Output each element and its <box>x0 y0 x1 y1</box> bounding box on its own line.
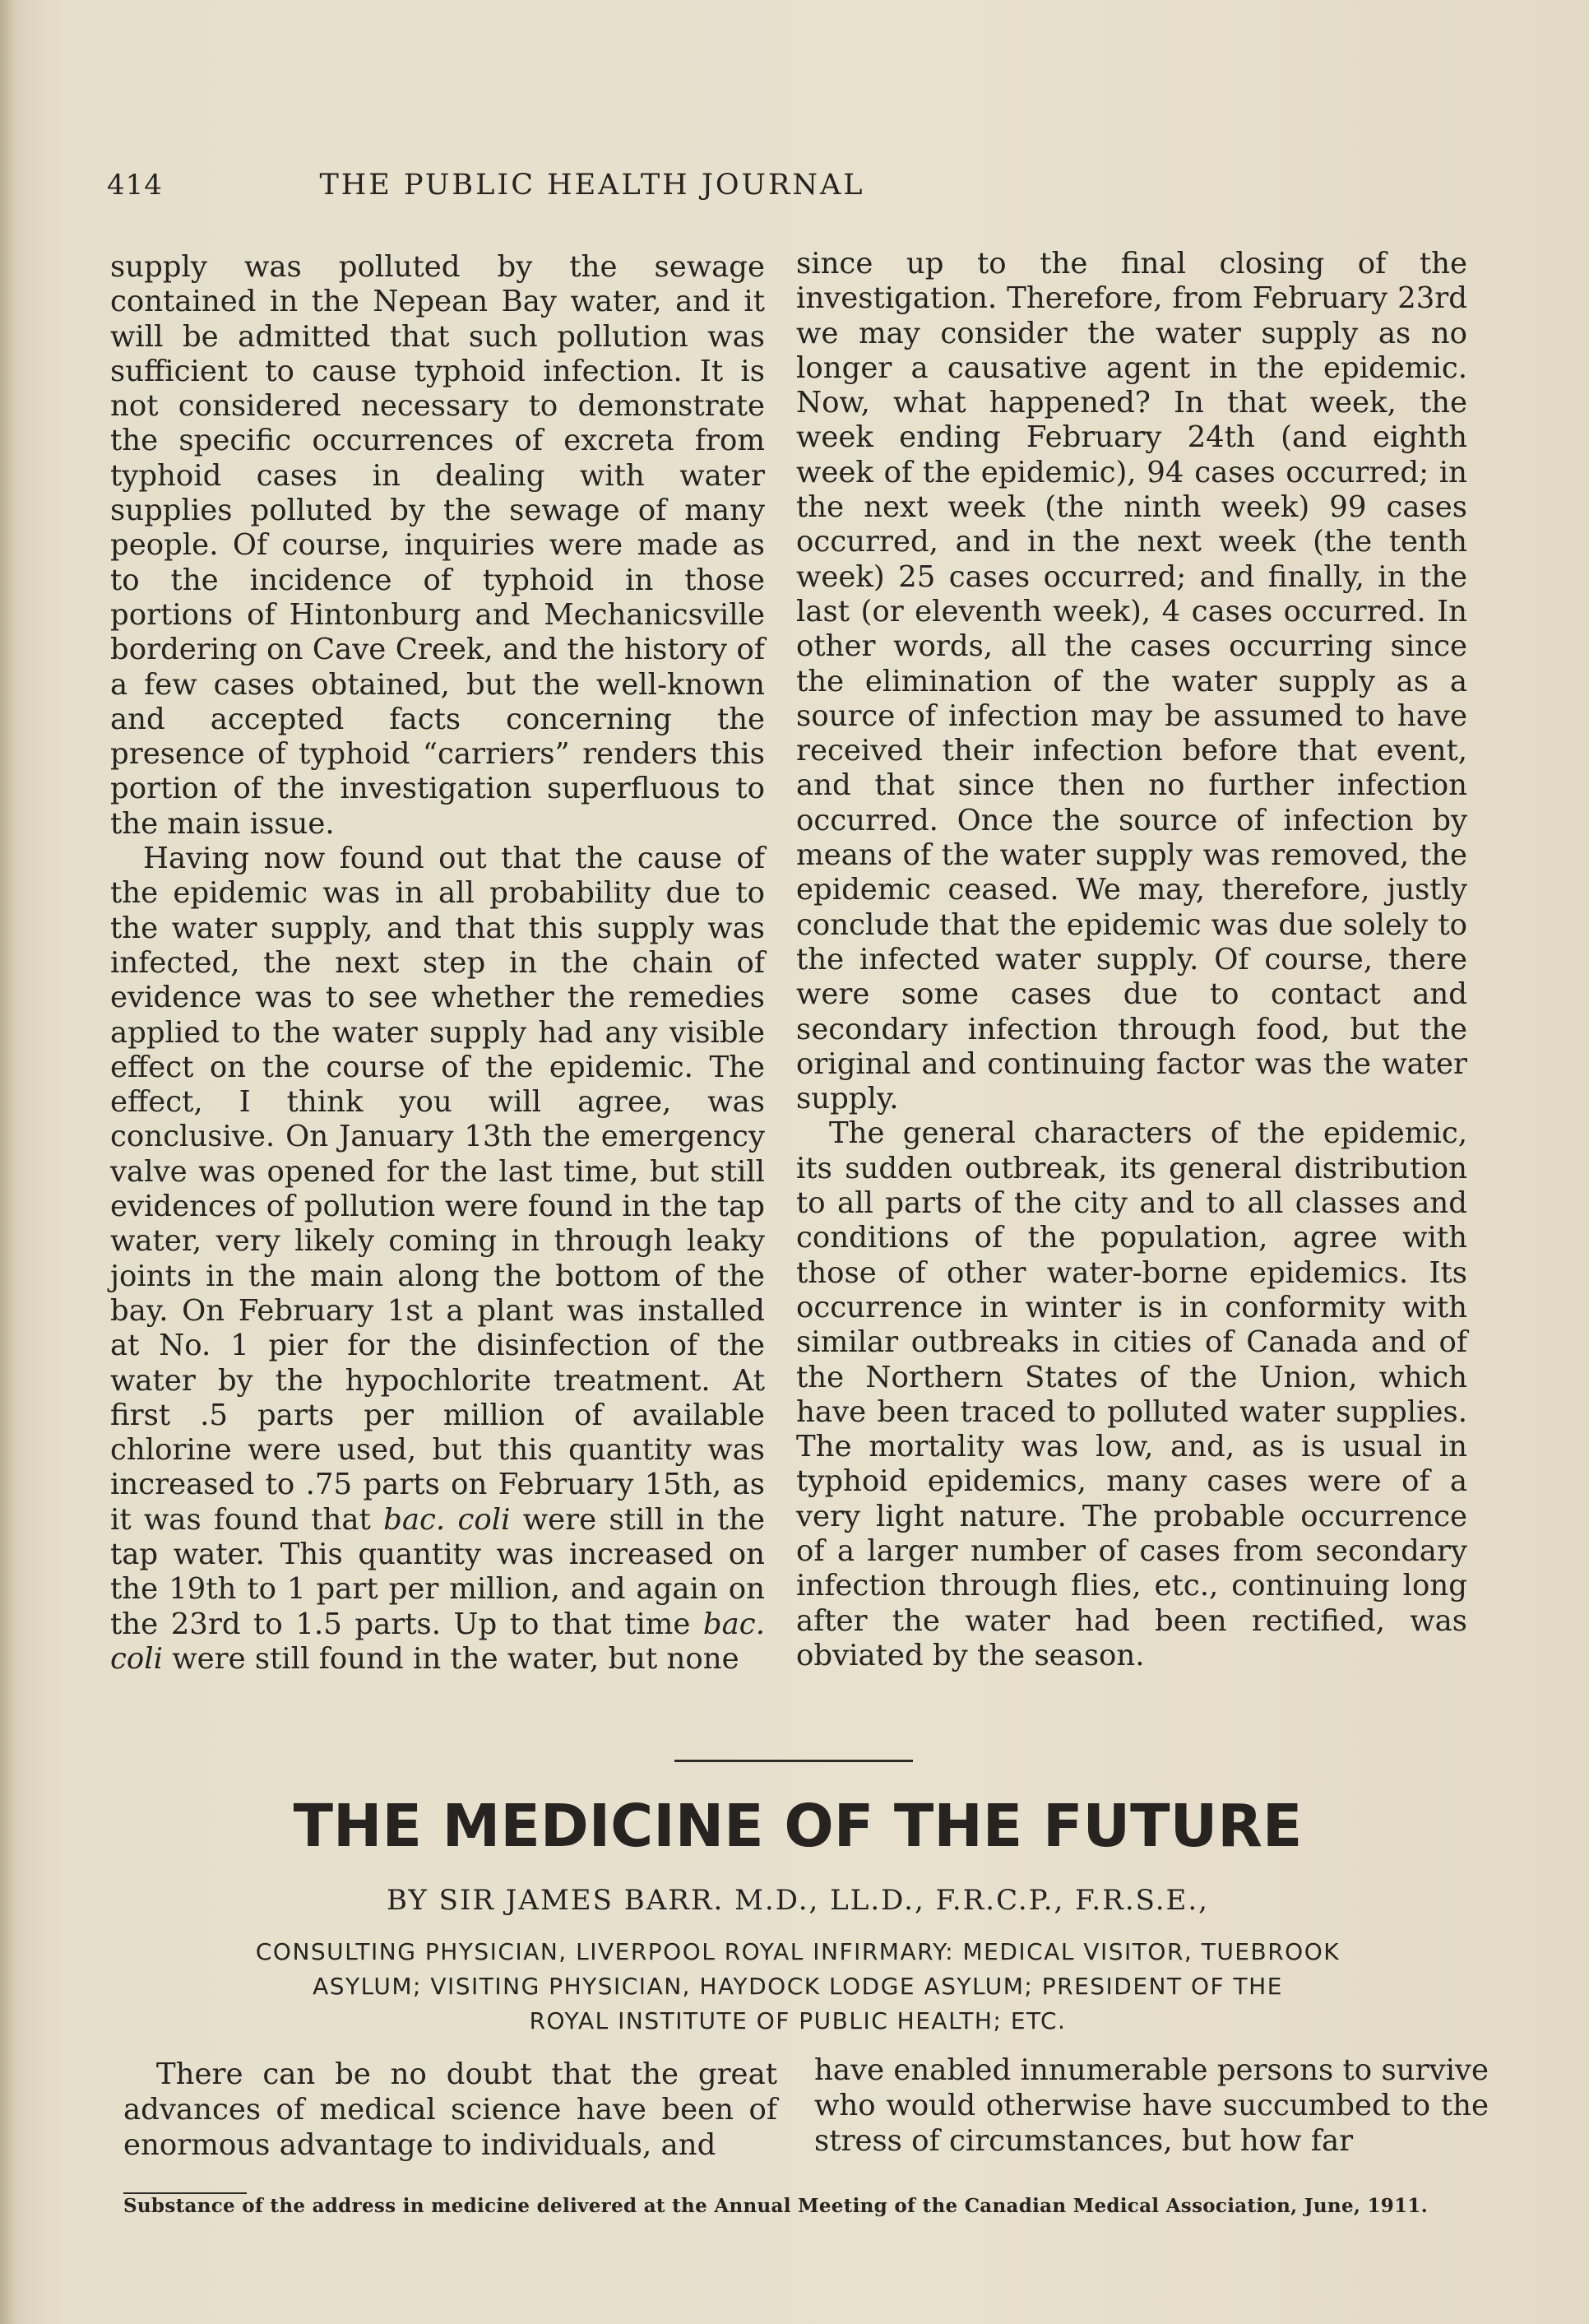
left-paragraph-2-text-b: were still in the tap water. This quantity was increased on the 19th to 1 part per million, and again on the 23rd to 1.5 parts. Up to that time <box>110 1502 765 1641</box>
right-paragraph-1: since up to the final closing of the investigation. Therefore, from February 23rd we may consider the water supply as no longer a causative agent in the epidemic. Now, what happened? In that week, the week ending February 24th (and eighth week of the epidemic), 94 cases occurred; in the next week (the ninth week) 99 cases occurred, and in the next week (the tenth week) 25 cases occurred; and finally, in the last (or eleventh week), 4 cases occurred. In other words, all the cases occurring since the elimination of the water supply as a source of infection may be assumed to have received their infection before that event, and that since then no further infection occurred. Once the source of infection by means of the water supply was removed, the epidemic ceased. We may, therefore, justly conclude that the epidemic was due solely to the infected water supply. Of course, there were some cases due to contact and secondary infection through food, but the original and continuing factor was the water supply. <box>796 247 1467 1116</box>
bac-coli-italic-2: bac. coli <box>110 1607 765 1676</box>
intro-right-paragraph: have enabled innumerable persons to survive who would otherwise have succumbed to the stress of circumstances, but how far <box>814 2053 1489 2158</box>
running-head <box>107 169 1077 210</box>
section-divider <box>674 1760 913 1762</box>
footnote: Substance of the address in medicine delivered at the Annual Meeting of the Canadian Medical Association, June, 1911. <box>123 2195 1429 2217</box>
article-byline: BY SIR JAMES BARR. M.D., LL.D., F.R.C.P., F.R.S.E., <box>387 1884 1209 1917</box>
bac-coli-italic-1: bac. coli <box>383 1502 511 1537</box>
left-paragraph-2-text-a: Having now found out that the cause of the epidemic was in all probability due to the water supply, and that this supply was infected, the next step in the chain of evidence was to see whether the remedies applied to the water supply had any visible effect on the course of the epidemic. The effect, I think you will agree, was conclusive. On January 13th the emergency valve was opened for the last time, but still evidences of pollution were found in the tap water, very likely coming in through leaky joints in the main along the bottom of the bay. On February 1st a plant was installed at No. 1 pier for the disinfection of the water by the hypochlorite treatment. At first .5 parts per million of available chlorine were used, but this quantity was increased to .75 parts on February 15th, as it was found that <box>110 842 765 1537</box>
left-paragraph-1: supply was polluted by the sewage contained in the Nepean Bay water, and it will be admitted that such pollution was sufficient to cause typhoid infection. It is not considered necessary to demonstrate the specific occurrences of excreta from typhoid cases in dealing with water supplies polluted by the sewage of many people. Of course, inquiries were made as to the incidence of typhoid in those portions of Hintonburg and Mechanicsville bordering on Cave Creek, and the history of a few cases obtained, but the well-known and accepted facts concerning the presence of typhoid “carriers” renders this portion of the investigation superfluous to the main issue. <box>110 250 765 841</box>
right-column <box>796 247 1467 1673</box>
author-affiliation <box>123 1935 1472 2039</box>
intro-left-column <box>123 2057 777 2163</box>
affiliation-line-3: ROYAL INSTITUTE OF PUBLIC HEALTH; ETC. <box>529 2007 1067 2034</box>
left-column <box>110 250 765 1677</box>
footnote-rule <box>123 2192 247 2194</box>
intro-right-column <box>814 2053 1489 2159</box>
right-paragraph-2: The general characters of the epidemic, its sudden outbreak, its general distribution to all parts of the city and to all classes and conditions of the population, agree with those of other water-borne epidemics. Its occurrence in winter is in conformity with similar outbreaks in cities of Canada and of the Northern States of the Union, which have been traced to polluted water supplies. The mortality was low, and, as is usual in typhoid epidemics, many cases were of a very light nature. The probable occurrence of a larger number of cases from secondary infection through flies, etc., continuing long after the water had been rectified, was obviated by the season. <box>796 1116 1467 1672</box>
left-paragraph-2-text-c: were still found in the water, but none <box>172 1641 739 1676</box>
left-paragraph-2 <box>110 842 765 1677</box>
affiliation-line-2: ASYLUM; VISITING PHYSICIAN, HAYDOCK LODGE ASYLUM; PRESIDENT OF THE <box>313 1973 1283 2000</box>
journal-title: THE PUBLIC HEALTH JOURNAL <box>319 169 865 202</box>
page-number: 414 <box>107 169 163 202</box>
article-title: THE MEDICINE OF THE FUTURE <box>293 1792 1303 1860</box>
affiliation-line-1: CONSULTING PHYSICIAN, LIVERPOOL ROYAL INFIRMARY: MEDICAL VISITOR, TUEBROOK <box>255 1938 1341 1965</box>
intro-left-paragraph: There can be no doubt that the great advances of medical science have been of enormous advantage to individuals, and <box>123 2057 777 2162</box>
page-binding-edge <box>0 0 15 2324</box>
